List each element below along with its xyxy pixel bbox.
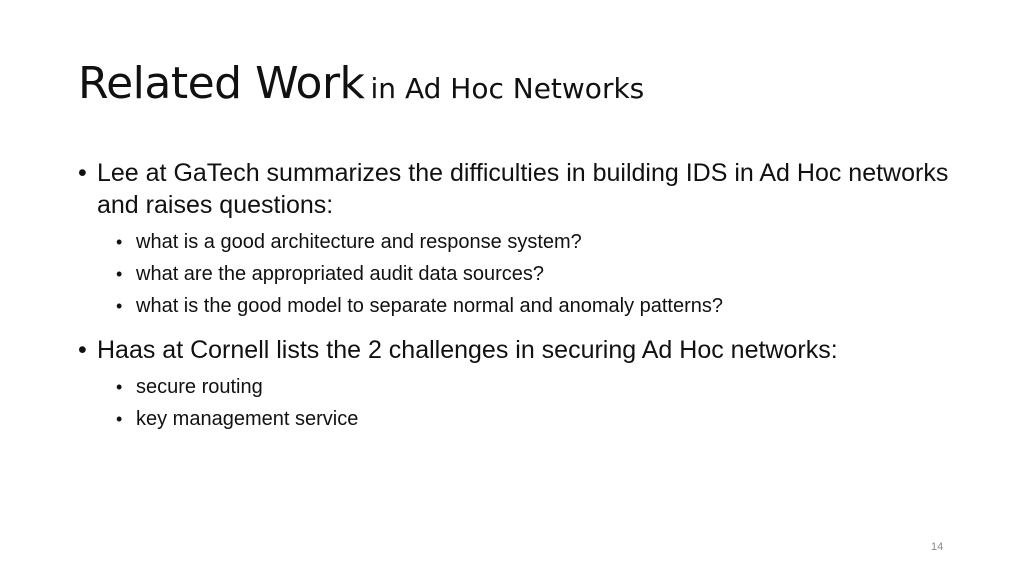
- slide-title-main: Related Work: [78, 58, 365, 109]
- bullet-item-lee: [78, 157, 958, 221]
- bullet-icon: •: [116, 409, 123, 429]
- sub-bullet-item: [78, 403, 958, 435]
- sub-bullet-list: [78, 226, 958, 322]
- sub-bullet-text: what is a good architecture and response system?: [136, 231, 582, 253]
- sub-bullet-item: [78, 290, 958, 322]
- sub-bullet-item: [78, 226, 958, 258]
- slide-title-subtitle: in Ad Hoc Networks: [370, 72, 645, 105]
- sub-bullet-item: [78, 258, 958, 290]
- bullet-icon: •: [116, 232, 123, 252]
- sub-bullet-text: key management service: [136, 408, 359, 430]
- bullet-text: Lee at GaTech summarizes the difficulties in building IDS in Ad Hoc networks and raises questions:: [97, 159, 949, 219]
- sub-bullet-text: what are the appropriated audit data sources?: [136, 263, 545, 285]
- bullet-icon: •: [116, 296, 123, 316]
- sub-bullet-text: what is the good model to separate normal and anomaly patterns?: [136, 295, 724, 317]
- slide-title: [78, 58, 644, 109]
- page-number: 14: [931, 541, 944, 553]
- sub-bullet-item: [78, 371, 958, 403]
- slide-body: [78, 157, 958, 435]
- bullet-item-haas: [78, 334, 958, 366]
- sub-bullet-text: secure routing: [136, 376, 263, 398]
- bullet-icon: •: [78, 159, 87, 187]
- bullet-text: Haas at Cornell lists the 2 challenges in securing Ad Hoc networks:: [97, 336, 838, 364]
- bullet-icon: •: [116, 377, 123, 397]
- bullet-icon: •: [78, 336, 87, 364]
- bullet-icon: •: [116, 264, 123, 284]
- sub-bullet-list: [78, 371, 958, 435]
